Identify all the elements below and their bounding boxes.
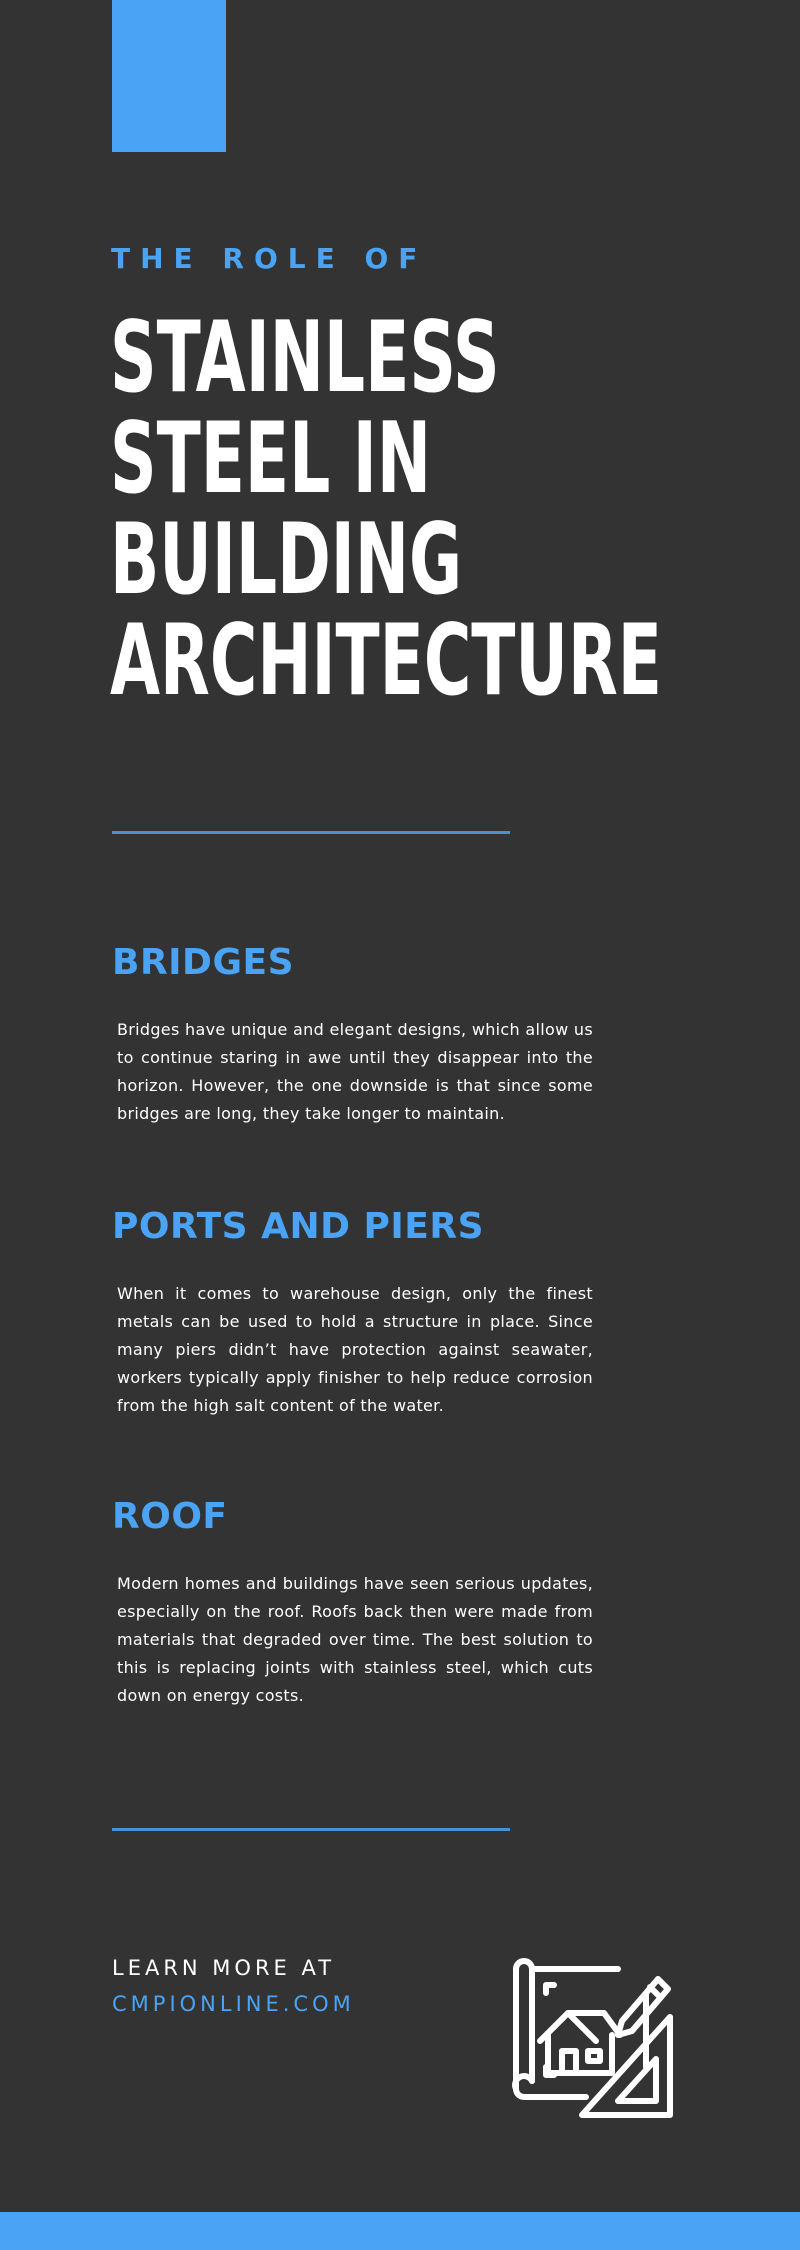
section-body-roof: Modern homes and buildings have seen serious updates, especially on the roof. Roofs back then were made from materials that degraded over time. The best solution to this is replacing joints with stainless steel, which cuts down on energy costs.	[117, 1574, 593, 1705]
section-body-ports-and-piers: When it comes to warehouse design, only the finest metals can be used to hold a structure in place. Since many piers didn’t have protection against seawater, workers typically apply finisher to help reduce corrosion from the high salt content of the water.	[117, 1284, 593, 1415]
section-body-bridges: Bridges have unique and elegant designs, which allow us to continue staring in awe until they disappear into the horizon. However, the one downside is that since some bridges are long, they take longer to maintain.	[117, 1020, 593, 1123]
website-link[interactable]: CMPIONLINE.COM	[112, 1992, 355, 2016]
title-line: STEEL IN	[110, 402, 432, 516]
top-accent-block	[112, 0, 226, 152]
section-heading-ports-and-piers: PORTS AND PIERS	[112, 1206, 485, 1247]
title-line: STAINLESS	[110, 301, 500, 415]
section-heading-bridges: BRIDGES	[112, 942, 295, 983]
title-line: ARCHITECTURE	[110, 604, 662, 718]
learn-more-label: LEARN MORE AT	[112, 1956, 336, 1980]
section-heading-roof: ROOF	[112, 1496, 228, 1537]
blueprint-icon	[500, 1955, 680, 2127]
divider-top	[112, 831, 510, 834]
bottom-accent-bar	[0, 2212, 800, 2250]
divider-bottom	[112, 1828, 510, 1831]
title-kicker: THE ROLE OF	[111, 242, 428, 275]
title-line: BUILDING	[110, 503, 463, 617]
page-title	[110, 301, 662, 718]
